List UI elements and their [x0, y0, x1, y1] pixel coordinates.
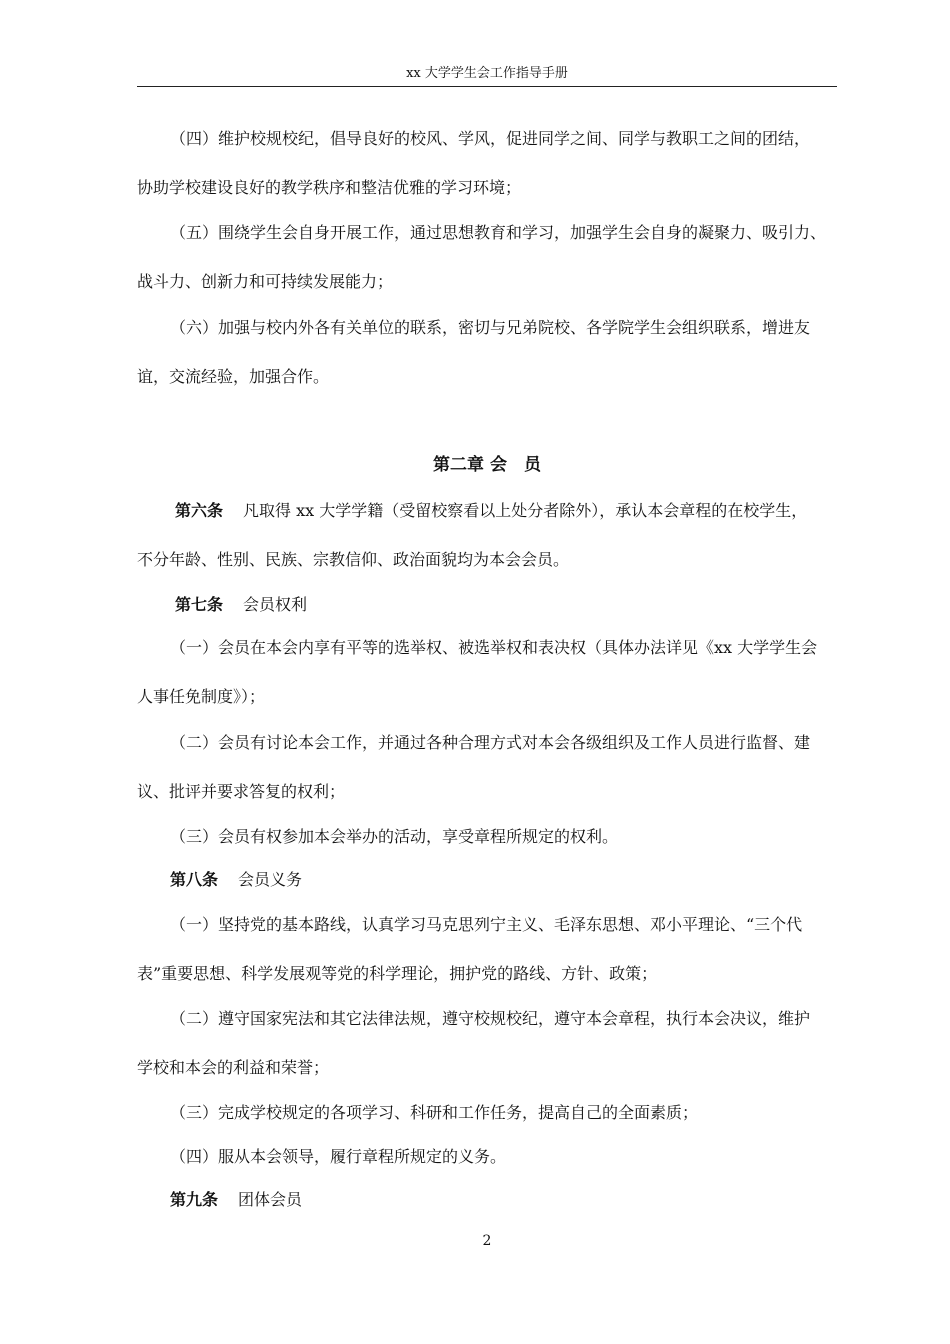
paragraph-line: （六）加强与校内外各有关单位的联系，密切与兄弟院校、各学院学生会组织联系，增进友	[170, 318, 811, 337]
paragraph-line: 谊，交流经验，加强合作。	[137, 367, 330, 386]
page-header: xx 大学学生会工作指导手册	[406, 66, 568, 81]
article-9	[170, 1189, 875, 1211]
paragraph-line: （二）会员有讨论本会工作，并通过各种合理方式对本会各级组织及工作人员进行监督、建	[170, 733, 811, 752]
paragraph-line: （四）维护校规校纪，倡导良好的校风、学风，促进同学之间、同学与教职工之间的团结，	[170, 129, 811, 148]
chapter-heading: 第二章 会 员	[433, 455, 541, 475]
paragraph-line: 不分年龄、性别、民族、宗教信仰、政治面貌均为本会会员。	[137, 550, 570, 569]
article-6	[175, 500, 845, 522]
article-title: 会员权利	[243, 595, 308, 614]
paragraph-line: 学校和本会的利益和荣誉；	[137, 1058, 330, 1077]
article-label: 第六条	[175, 501, 224, 520]
paragraph-line: （四）服从本会领导，履行章程所规定的义务。	[170, 1147, 507, 1166]
paragraph-line: 协助学校建设良好的教学秩序和整洁优雅的学习环境；	[137, 178, 522, 197]
paragraph-line: （五）围绕学生会自身开展工作，通过思想教育和学习，加强学生会自身的凝聚力、吸引力、	[170, 223, 827, 242]
paragraph-line: 战斗力、创新力和可持续发展能力；	[137, 272, 394, 291]
article-text: 凡取得 xx 大学学籍（受留校察看以上处分者除外），承认本会章程的在校学生，	[243, 501, 808, 520]
paragraph-line: （二）遵守国家宪法和其它法律法规，遵守校规校纪，遵守本会章程，执行本会决议，维护	[170, 1009, 811, 1028]
article-title: 团体会员	[238, 1190, 303, 1209]
article-7	[175, 594, 880, 616]
paragraph-line: 人事任免制度》）；	[137, 687, 266, 706]
paragraph-line: （一）坚持党的基本路线，认真学习马克思列宁主义、毛泽东思想、邓小平理论、“三个代	[170, 915, 803, 934]
paragraph-line: （三）会员有权参加本会举办的活动，享受章程所规定的权利。	[170, 827, 619, 846]
article-label: 第七条	[175, 595, 224, 614]
article-8	[170, 869, 875, 891]
article-label: 第八条	[170, 870, 219, 889]
page-number: 2	[482, 1233, 492, 1249]
paragraph-line: （三）完成学校规定的各项学习、科研和工作任务，提高自己的全面素质；	[170, 1103, 699, 1122]
article-label: 第九条	[170, 1190, 219, 1209]
paragraph-line: （一）会员在本会内享有平等的选举权、被选举权和表决权（具体办法详见《xx 大学学生会	[170, 638, 818, 657]
paragraph-line: 议、批评并要求答复的权利；	[137, 782, 346, 801]
article-title: 会员义务	[238, 870, 303, 889]
header-divider	[137, 86, 837, 87]
paragraph-line: 表”重要思想、科学发展观等党的科学理论，拥护党的路线、方针、政策；	[137, 964, 658, 983]
